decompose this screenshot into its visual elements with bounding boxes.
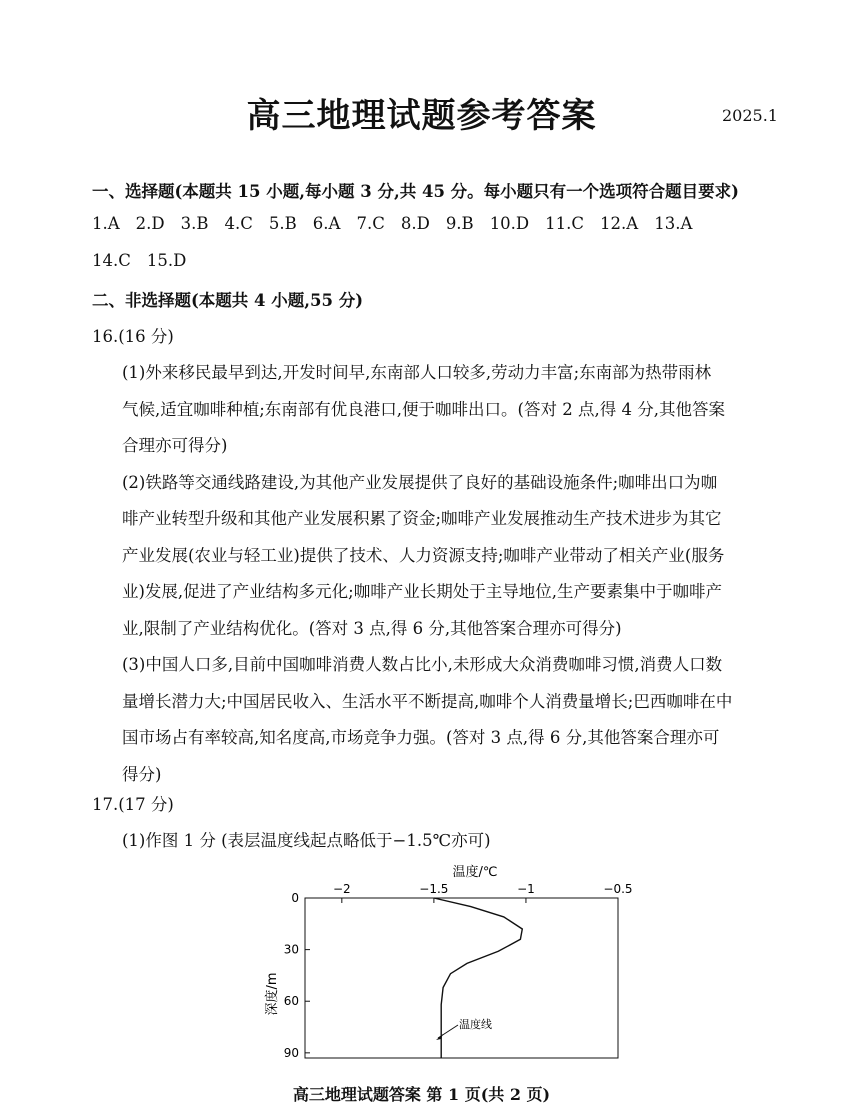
q17-label: 17.(17 分) <box>92 795 174 814</box>
answer-item: 11.C <box>545 214 585 233</box>
page-title: 高三地理试题参考答案 <box>246 96 597 136</box>
answer-item: 6.A <box>312 214 341 233</box>
answer-item: 12.A <box>600 214 639 233</box>
answer-item: 1.A <box>92 214 120 233</box>
answer-item: 8.D <box>400 214 430 233</box>
x-tick-label: −1.5 <box>419 882 449 896</box>
section2-heading: 二、非选择题(本题共 4 小题,55 分) <box>92 291 364 310</box>
q16-label: 16.(16 分) <box>92 327 174 346</box>
x-tick-label: −0.5 <box>603 882 633 896</box>
exam-date: 2025.1 <box>722 106 778 125</box>
y-tick-label: 60 <box>283 994 299 1009</box>
temperature-depth-chart <box>260 862 640 1072</box>
y-axis-label: 深度/m <box>265 972 280 1016</box>
answer-item: 15.D <box>146 251 187 270</box>
q16-line: 产业发展(农业与轻工业)提供了技术、人力资源支持;咖啡产业带动了相关产业(服务 <box>122 545 725 565</box>
q17-part1: (1)作图 1 分 (表层温度线起点略低于−1.5℃亦可) <box>122 831 491 850</box>
y-tick-label: 0 <box>291 891 299 905</box>
answer-item: 10.D <box>489 214 530 233</box>
q16-line: (2)铁路等交通线路建设,为其他产业发展提供了良好的基础设施条件;咖啡出口为咖 <box>122 472 718 492</box>
annotation-label: 温度线 <box>459 1018 492 1031</box>
x-tick-label: −1 <box>517 882 535 896</box>
answer-item: 9.B <box>445 214 474 233</box>
q16-line: 气候,适宜咖啡种植;东南部有优良港口,便于咖啡出口。(答对 2 点,得 4 分,其他答案 <box>122 399 725 419</box>
y-tick-label: 30 <box>283 942 299 957</box>
answer-item: 7.C <box>356 214 385 233</box>
page-footer: 高三地理试题答案 第 1 页(共 2 页) <box>292 1085 551 1104</box>
q16-line: 国市场占有率较高,知名度高,市场竞争力强。(答对 3 点,得 6 分,其他答案合理亦可 <box>122 728 720 747</box>
answer-item: 14.C <box>92 251 131 270</box>
answer-item: 3.B <box>180 214 209 233</box>
arrow-head <box>436 1034 443 1040</box>
q16-line: 合理亦可得分) <box>122 436 228 455</box>
q16-line: 量增长潜力大;中国居民收入、生活水平不断提高,咖啡个人消费量增长;巴西咖啡在中 <box>122 691 733 711</box>
q16-line: (1)外来移民最早到达,开发时间早,东南部人口较多,劳动力丰富;东南部为热带雨林 <box>122 363 712 382</box>
answers-row-1 <box>92 214 708 233</box>
y-tick-label: 90 <box>283 1045 299 1060</box>
answer-item: 4.C <box>224 214 253 233</box>
q16-line: 啡产业转型升级和其他产业发展积累了资金;咖啡产业发展推动生产技术进步为其它 <box>122 509 722 528</box>
x-tick-label: −2 <box>332 882 351 896</box>
q16-line: 得分) <box>122 764 162 784</box>
temperature-line <box>434 898 522 1058</box>
q16-line: (3)中国人口多,目前中国咖啡消费人数占比小,未形成大众消费咖啡习惯,消费人口数 <box>122 655 723 674</box>
answer-item: 13.A <box>654 214 693 233</box>
plot-frame <box>305 898 618 1058</box>
q16-line: 业)发展,促进了产业结构多元化;咖啡产业长期处于主导地位,生产要素集中于咖啡产 <box>122 582 722 601</box>
q16-line: 业,限制了产业结构优化。(答对 3 点,得 6 分,其他答案合理亦可得分) <box>122 618 622 638</box>
x-axis-label: 温度/℃ <box>452 865 498 880</box>
answer-item: 2.D <box>135 214 165 233</box>
answer-item: 5.B <box>268 214 297 233</box>
answers-row-2 <box>92 251 202 270</box>
section1-heading: 一、选择题(本题共 15 小题,每小题 3 分,共 45 分。每小题只有一个选项符合题目要求) <box>92 182 739 201</box>
